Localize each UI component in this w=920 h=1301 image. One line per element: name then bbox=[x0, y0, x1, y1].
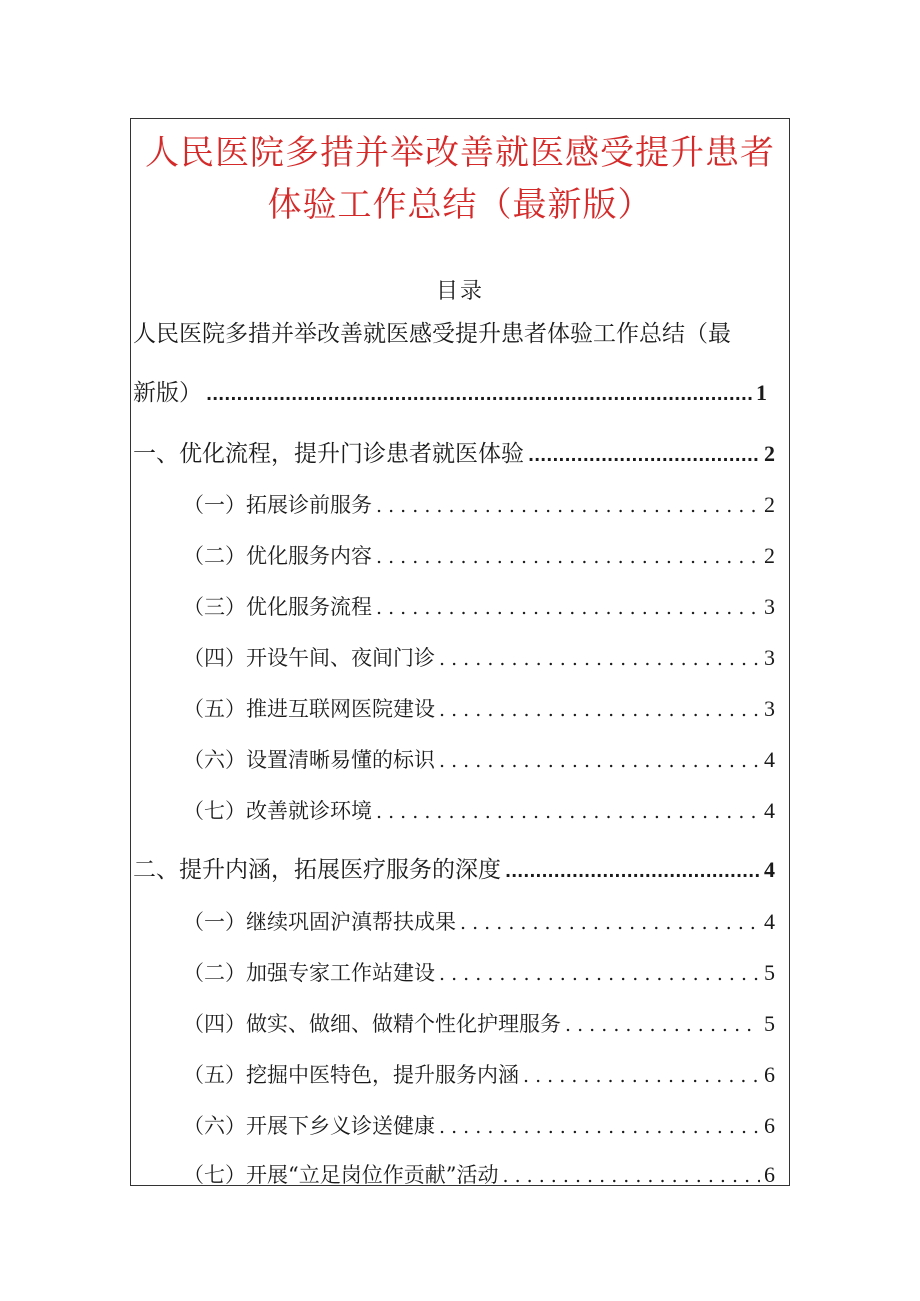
toc-leader-dots bbox=[439, 697, 760, 721]
toc-page-number: 5 bbox=[764, 960, 775, 985]
toc-entry-text: （六）开展下乡义诊送健康 bbox=[183, 1114, 435, 1138]
toc-leader-dots bbox=[439, 748, 760, 772]
toc-page-number: 3 bbox=[764, 645, 775, 670]
document-page bbox=[130, 118, 790, 1186]
toc-entry[interactable] bbox=[131, 795, 775, 825]
toc-entry[interactable] bbox=[131, 906, 775, 936]
toc-page-number: 4 bbox=[764, 857, 775, 882]
toc-leader-dots bbox=[376, 799, 760, 823]
toc-entry-text: （五）推进互联网医院建设 bbox=[183, 697, 435, 721]
toc-entry-text: （二）优化服务内容 bbox=[183, 544, 372, 568]
toc-entry-title-line2[interactable] bbox=[131, 374, 767, 407]
toc-entry-title-line1[interactable]: 人民医院多措并举改善就医感受提升患者体验工作总结（最 bbox=[133, 321, 731, 347]
toc-leader-dots bbox=[565, 1012, 760, 1036]
toc-leader-dots bbox=[439, 961, 760, 985]
document-title: 人民医院多措并举改善就医感受提升患者体验工作总结（最新版） bbox=[145, 133, 775, 225]
toc-entry-text: （七）开展“立足岗位作贡献”活动 bbox=[183, 1163, 499, 1186]
toc-entry[interactable] bbox=[131, 435, 775, 468]
toc-leader-dots bbox=[206, 380, 752, 406]
toc-entry[interactable] bbox=[131, 1059, 775, 1089]
toc-leader-dots bbox=[439, 1114, 760, 1138]
toc-page-number: 4 bbox=[764, 909, 775, 934]
toc-entry-text: （五）挖掘中医特色，提升服务内涵 bbox=[183, 1063, 519, 1087]
toc-entry-text: 一、优化流程，提升门诊患者就医体验 bbox=[133, 441, 524, 467]
toc-leader-dots bbox=[528, 441, 760, 467]
toc-page-number: 2 bbox=[764, 492, 775, 517]
toc-leader-dots bbox=[376, 595, 760, 619]
toc-entry[interactable] bbox=[131, 1159, 775, 1186]
toc-leader-dots bbox=[502, 1163, 760, 1186]
toc-entry-text: 新版） bbox=[133, 380, 202, 406]
toc-page-number: 2 bbox=[764, 441, 775, 466]
toc-page-number: 3 bbox=[764, 696, 775, 721]
toc-page-number: 4 bbox=[764, 798, 775, 823]
toc-page-number: 6 bbox=[764, 1062, 775, 1087]
toc-leader-dots bbox=[376, 544, 760, 568]
toc-entry-text: 二、提升内涵，拓展医疗服务的深度 bbox=[133, 857, 501, 883]
toc-entry-text: （六）设置清晰易懂的标识 bbox=[183, 748, 435, 772]
toc-entry[interactable] bbox=[131, 957, 775, 987]
toc-entry[interactable] bbox=[131, 489, 775, 519]
toc-leader-dots bbox=[439, 646, 760, 670]
toc-leader-dots bbox=[505, 857, 760, 883]
toc-entry[interactable] bbox=[131, 1110, 775, 1140]
toc-entry[interactable] bbox=[131, 744, 775, 774]
toc-entry-text: （四）做实、做细、做精个性化护理服务 bbox=[183, 1012, 561, 1036]
toc-entry[interactable] bbox=[131, 851, 775, 884]
toc-entry-text: （一）继续巩固沪滇帮扶成果 bbox=[183, 910, 456, 934]
toc-entry-text: （三）优化服务流程 bbox=[183, 595, 372, 619]
toc-page-number: 5 bbox=[764, 1011, 775, 1036]
toc-page-number: 6 bbox=[764, 1113, 775, 1138]
toc-entry-text: （七）改善就诊环境 bbox=[183, 799, 372, 823]
toc-entry-text: （四）开设午间、夜间门诊 bbox=[183, 646, 435, 670]
toc-page-number: 3 bbox=[764, 594, 775, 619]
toc-page-number: 4 bbox=[764, 747, 775, 772]
toc-heading: 目录 bbox=[435, 279, 484, 304]
toc-entry[interactable] bbox=[131, 540, 775, 570]
toc-entry[interactable] bbox=[131, 1008, 775, 1038]
toc-entry-text: （二）加强专家工作站建设 bbox=[183, 961, 435, 985]
toc-leader-dots bbox=[523, 1063, 760, 1087]
toc-leader-dots bbox=[460, 910, 760, 934]
toc-entry[interactable] bbox=[131, 591, 775, 621]
toc-entry-text: （一）拓展诊前服务 bbox=[183, 493, 372, 517]
toc-page-number: 2 bbox=[764, 543, 775, 568]
toc-page-number: 6 bbox=[764, 1162, 775, 1186]
toc-leader-dots bbox=[376, 493, 760, 517]
toc-entry[interactable] bbox=[131, 642, 775, 672]
toc-page-number: 1 bbox=[756, 380, 767, 405]
toc-entry[interactable] bbox=[131, 693, 775, 723]
